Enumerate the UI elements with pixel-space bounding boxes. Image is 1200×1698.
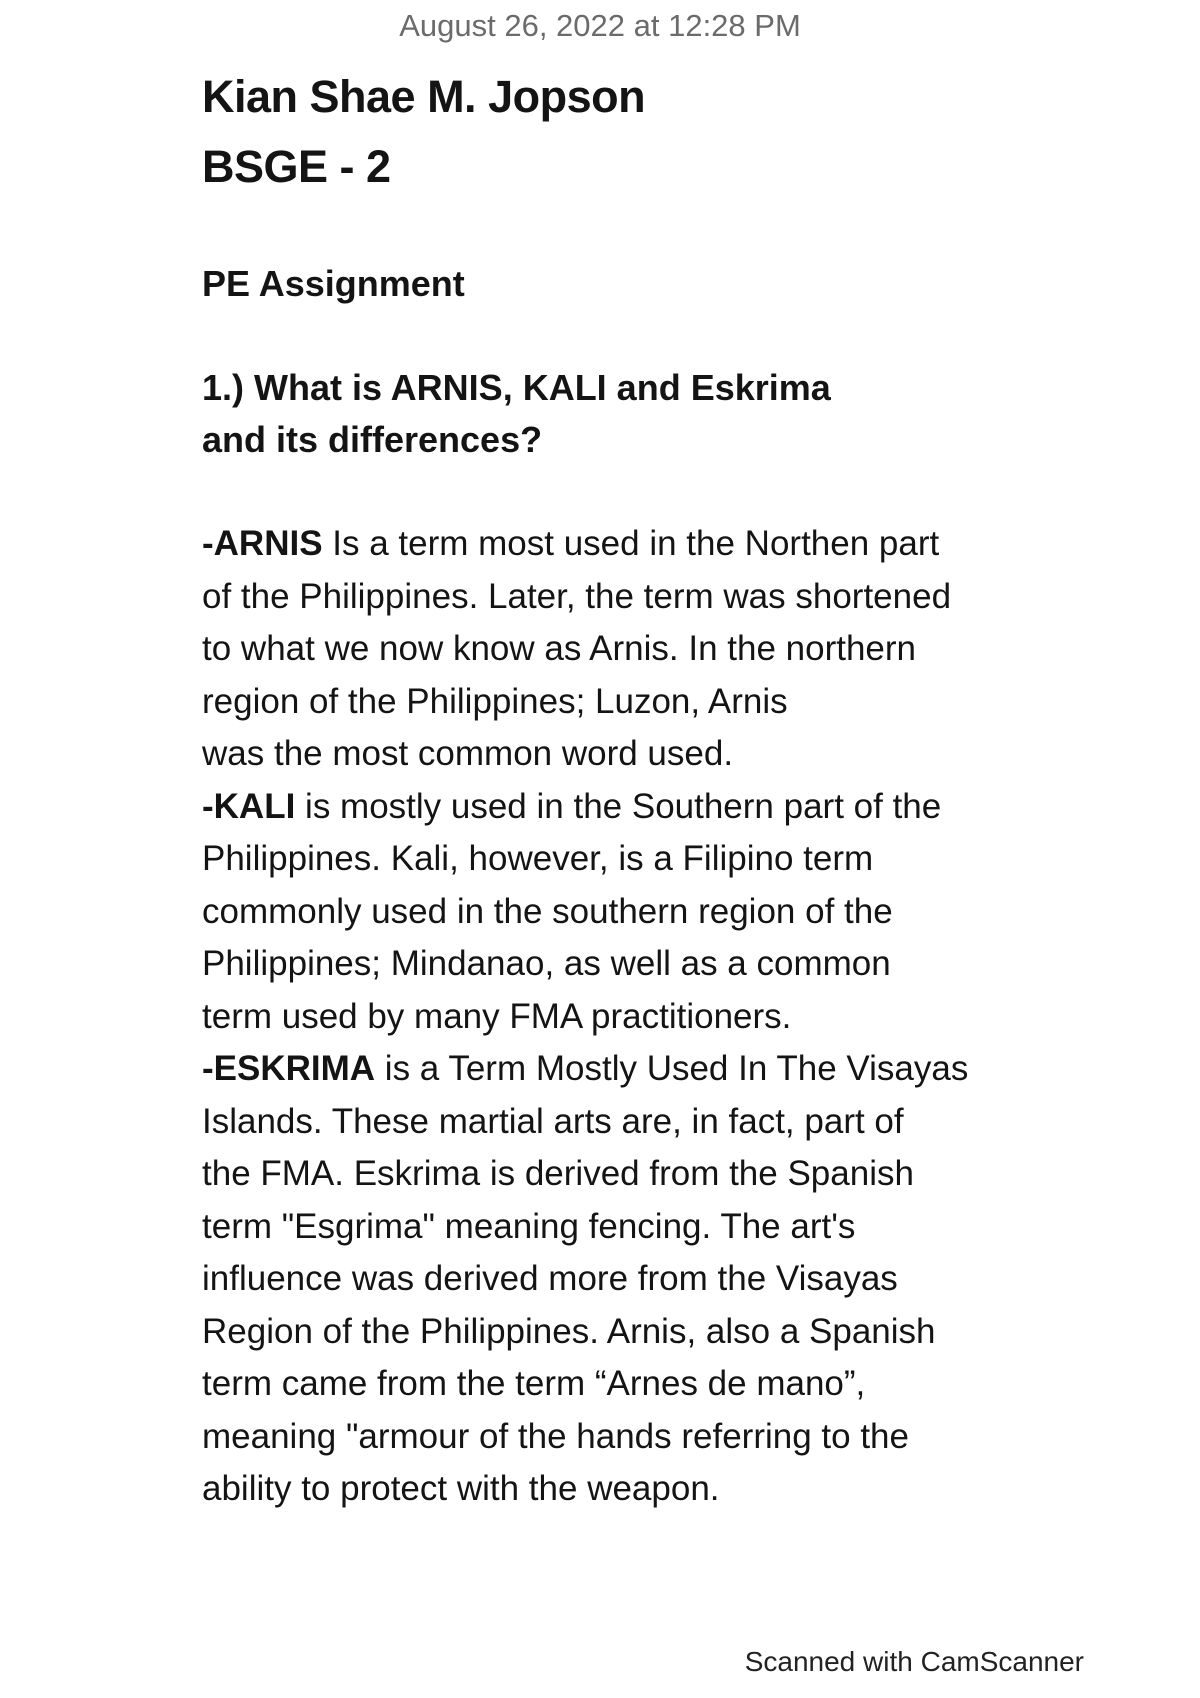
answer-line xyxy=(202,518,1082,571)
answer-text: is a Term Mostly Used In The Visayas xyxy=(375,1049,969,1088)
term-eskrima: -ESKRIMA xyxy=(202,1049,376,1088)
answer-kali xyxy=(202,781,1082,1044)
answer-line: region of the Philippines; Luzon, Arnis xyxy=(202,681,788,721)
answer-line: ability to protect with the weapon. xyxy=(202,1469,720,1508)
question-line: and its differences? xyxy=(202,419,543,460)
timestamp: August 26, 2022 at 12:28 PM xyxy=(399,8,801,43)
answer-line: Region of the Philippines. Arnis, also a Spanish xyxy=(202,1311,936,1351)
document-body xyxy=(202,62,1082,1516)
question xyxy=(202,362,1082,466)
answer-line: Philippines; Mindanao, as well as a common xyxy=(202,944,891,983)
assignment-title: PE Assignment xyxy=(202,263,465,304)
answer-line: of the Philippines. Later, the term was shortened xyxy=(202,576,952,616)
answer-line: Islands. These martial arts are, in fact, part of xyxy=(202,1101,904,1141)
answer-line: term used by many FMA practitioners. xyxy=(202,996,792,1036)
answer-line: meaning "armour of the hands referring to the xyxy=(202,1416,909,1456)
answer-text: is mostly used in the Southern part of the xyxy=(295,786,942,826)
answer-line xyxy=(202,1043,1082,1096)
term-kali: -KALI xyxy=(202,786,296,826)
answer-eskrima xyxy=(202,1043,1082,1516)
answer-line: commonly used in the southern region of the xyxy=(202,891,893,931)
answer xyxy=(202,518,1082,1516)
question-line: 1.) What is ARNIS, KALI and Eskrima xyxy=(202,367,831,408)
answer-line: to what we now know as Arnis. In the northern xyxy=(202,629,916,668)
answer-line: was the most common word used. xyxy=(202,734,734,773)
answer-line: influence was derived more from the Visayas xyxy=(202,1259,898,1298)
student-name: Kian Shae M. Jopson xyxy=(202,71,646,122)
answer-line xyxy=(202,781,1082,834)
answer-line: the FMA. Eskrima is derived from the Spanish xyxy=(202,1154,914,1193)
answer-line: term came from the term “Arnes de mano”, xyxy=(202,1364,866,1403)
term-arnis: -ARNIS xyxy=(202,524,323,563)
answer-text: Is a term most used in the Northen part xyxy=(322,524,940,563)
answer-line: term "Esgrima" meaning fencing. The art's xyxy=(202,1206,856,1246)
answer-arnis xyxy=(202,518,1082,781)
camscanner-watermark: Scanned with CamScanner xyxy=(744,1646,1084,1677)
student-section: BSGE - 2 xyxy=(202,141,391,192)
answer-line: Philippines. Kali, however, is a Filipino term xyxy=(202,839,874,878)
